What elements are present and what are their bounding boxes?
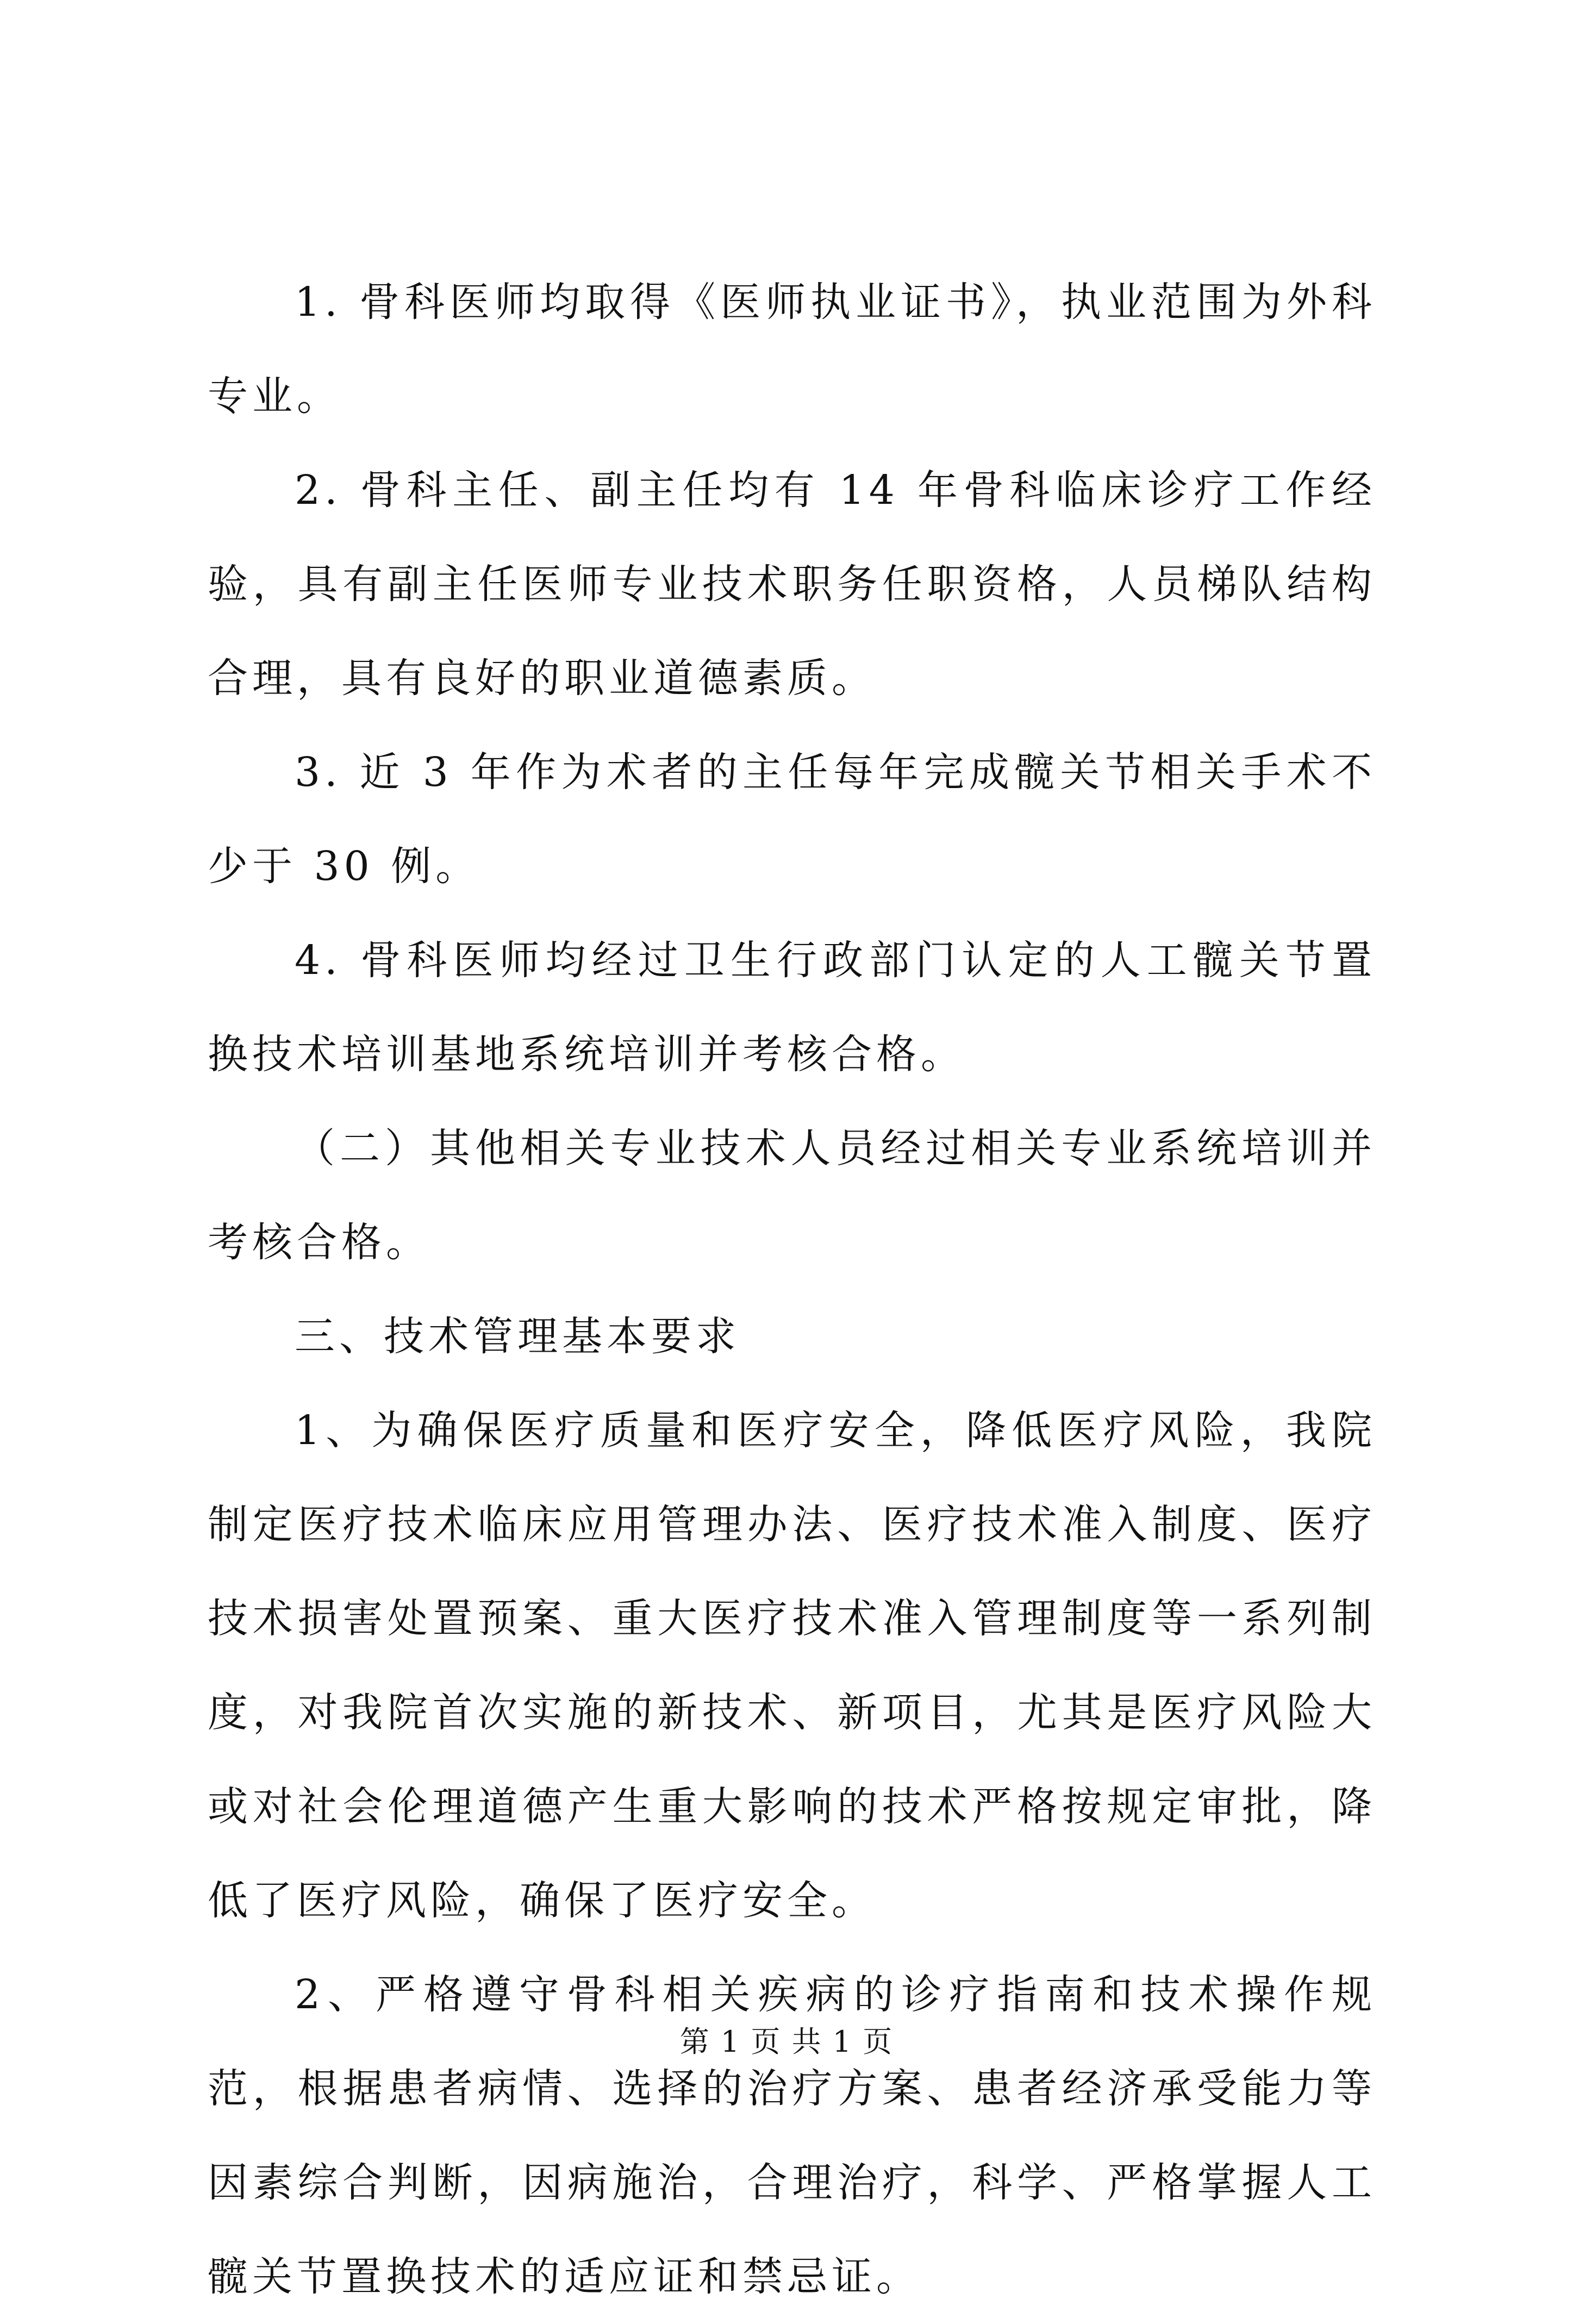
paragraph-requirement-2: 2. 骨科主任、副主任均有 14 年骨科临床诊疗工作经验，具有副主任医师专业技术职务任职资格，人员梯队结构合理，具有良好的职业道德素质。 [208,467,1376,702]
paragraph-requirement-1: 1. 骨科医师均取得《医师执业证书》，执业范围为外科专业。 [208,279,1376,420]
page-number-label: 第 1 页 共 1 页 [679,2025,894,2059]
paragraph-other-staff: （二）其他相关专业技术人员经过相关专业系统培训并考核合格。 [208,1125,1376,1266]
paragraph-management-2: 2、严格遵守骨科相关疾病的诊疗指南和技术操作规范，根据患者病情、选择的治疗方案、患者经济承受能力等因素综合判断，因病施治，合理治疗，科学、严格掌握人工髋关节置换技术的适应证和禁忌证。 [208,1971,1376,2300]
paragraph-requirement-4: 4. 骨科医师均经过卫生行政部门认定的人工髋关节置换技术培训基地系统培训并考核合格。 [208,937,1376,1078]
document-body [208,255,1376,2324]
paragraph-management-1: 1、为确保医疗质量和医疗安全，降低医疗风险，我院制定医疗技术临床应用管理办法、医疗技术准入制度、医疗技术损害处置预案、重大医疗技术准入管理制度等一系列制度，对我院首次实施的新技术、新项目，尤其是医疗风险大或对社会伦理道德产生重大影响的技术严格按规定审批，降低了医疗风险，确保了医疗安全。 [208,1407,1376,1924]
page-footer [0,2023,1573,2061]
section-heading-technical-management: 三、技术管理基本要求 [295,1313,740,1360]
paragraph-requirement-3: 3. 近 3 年作为术者的主任每年完成髋关节相关手术不少于 30 例。 [208,749,1376,890]
